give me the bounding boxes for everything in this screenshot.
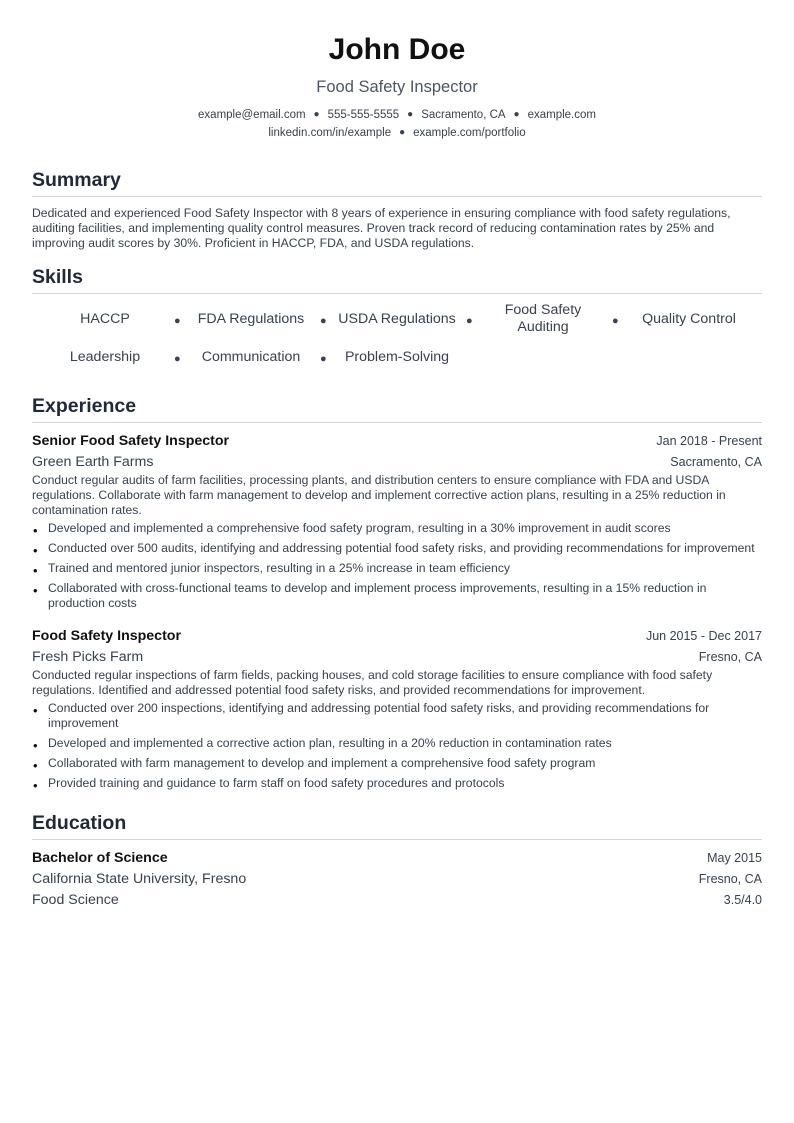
job-entry <box>32 432 762 611</box>
section-divider <box>32 839 762 840</box>
job-entry <box>32 627 762 791</box>
job-title: Food Safety Inspector <box>316 78 478 96</box>
separator-dot: ● <box>399 127 406 138</box>
edu-school: California State University, Fresno <box>32 871 247 887</box>
job-role: Senior Food Safety Inspector <box>32 433 230 449</box>
skill-item: ● FDA Regulations <box>174 310 305 328</box>
job-achievements <box>32 521 762 611</box>
skill-item: ● Problem-Solving <box>320 348 450 366</box>
separator-dot: ● <box>313 109 320 120</box>
experience-heading: Experience <box>32 395 137 417</box>
contact-portfolio[interactable]: example.com/portfolio <box>413 127 526 139</box>
skills-heading: Skills <box>32 266 83 288</box>
list-item: • Collaborated with farm management to develop and implement a comprehensive food safety program <box>32 756 762 771</box>
job-location: Sacramento, CA <box>670 455 762 469</box>
job-company: Fresh Picks Farm <box>32 649 144 665</box>
contact-line-1 <box>32 106 762 124</box>
skill-item: ● Quality Control <box>612 310 736 328</box>
skill-item: ● USDA Regulations <box>320 310 456 328</box>
candidate-name: John Doe <box>328 33 466 66</box>
job-description: Conduct regular audits of farm facilities, processing plants, and distribution centers to ensure compliance with FDA and USDA regulations. Collaborate with farm management to develop and implement corrective action plans, resulting in a 25% reduction in contamination rates. <box>32 473 726 517</box>
contact-website[interactable]: example.com <box>527 109 596 121</box>
contact-email[interactable]: example@email.com <box>198 109 306 121</box>
job-dates: Jun 2015 - Dec 2017 <box>645 629 762 643</box>
job-description: Conducted regular inspections of farm fields, packing houses, and cold storage facilities to ensure compliance with food safety regulations. Identified and addressed potential food safety risks, and provided recommendations for improvement. <box>32 668 713 697</box>
edu-location: Fresno, CA <box>698 872 762 886</box>
job-role: Food Safety Inspector <box>32 628 181 644</box>
edu-date: May 2015 <box>707 851 762 865</box>
list-item: • Provided training and guidance to farm staff on food safety procedures and protocols <box>32 776 762 791</box>
job-company: Green Earth Farms <box>32 454 154 470</box>
section-divider <box>32 422 762 423</box>
skill-item: ● Food Safety Auditing <box>466 302 582 335</box>
summary-text: Dedicated and experienced Food Safety Inspector with 8 years of experience in ensuring compliance with food safety regulations, auditing facilities, and implementing quality control measures. Proven track record of reducing contamination rates by 25% and improving audit scores by 30%. Proficient in HACCP, FDA, and USDA regulations. <box>32 206 731 250</box>
separator-dot: ● <box>407 109 414 120</box>
summary-heading: Summary <box>32 169 121 191</box>
edu-field: Food Science <box>32 892 119 908</box>
list-item: • Developed and implemented a corrective action plan, resulting in a 20% reduction in contamination rates <box>32 736 762 751</box>
job-achievements <box>32 701 762 791</box>
list-item: • Trained and mentored junior inspectors, resulting in a 25% increase in team efficiency <box>32 561 762 576</box>
skill-item: HACCP <box>80 310 130 327</box>
edu-gpa: 3.5/4.0 <box>723 893 762 907</box>
contact-line-2 <box>32 124 762 142</box>
list-item: • Developed and implemented a comprehensive food safety program, resulting in a 30% improvement in audit scores <box>32 521 762 536</box>
education-entry <box>32 849 762 909</box>
job-location: Fresno, CA <box>698 650 762 664</box>
section-divider <box>32 293 762 294</box>
list-item: • Conducted over 500 audits, identifying and addressing potential food safety risks, and providing recommendations for improvement <box>32 541 762 556</box>
contact-phone[interactable]: 555-555-5555 <box>327 109 400 121</box>
education-heading: Education <box>32 812 127 834</box>
job-dates: Jan 2018 - Present <box>656 434 762 448</box>
list-item: • Collaborated with cross-functional teams to develop and implement process improvements, resulting in a 15% reduction in production costs <box>32 581 762 611</box>
skills-list <box>32 302 762 374</box>
edu-degree: Bachelor of Science <box>32 850 168 866</box>
contact-linkedin[interactable]: linkedin.com/in/example <box>268 127 392 139</box>
list-item: • Conducted over 200 inspections, identifying and addressing potential food safety risks, and providing recommendations for improvement <box>32 701 762 731</box>
section-divider <box>32 196 762 197</box>
skill-item: Leadership <box>69 348 141 365</box>
separator-dot: ● <box>513 109 520 120</box>
skill-item: ● Communication <box>174 348 301 366</box>
contact-location: Sacramento, CA <box>421 109 506 121</box>
